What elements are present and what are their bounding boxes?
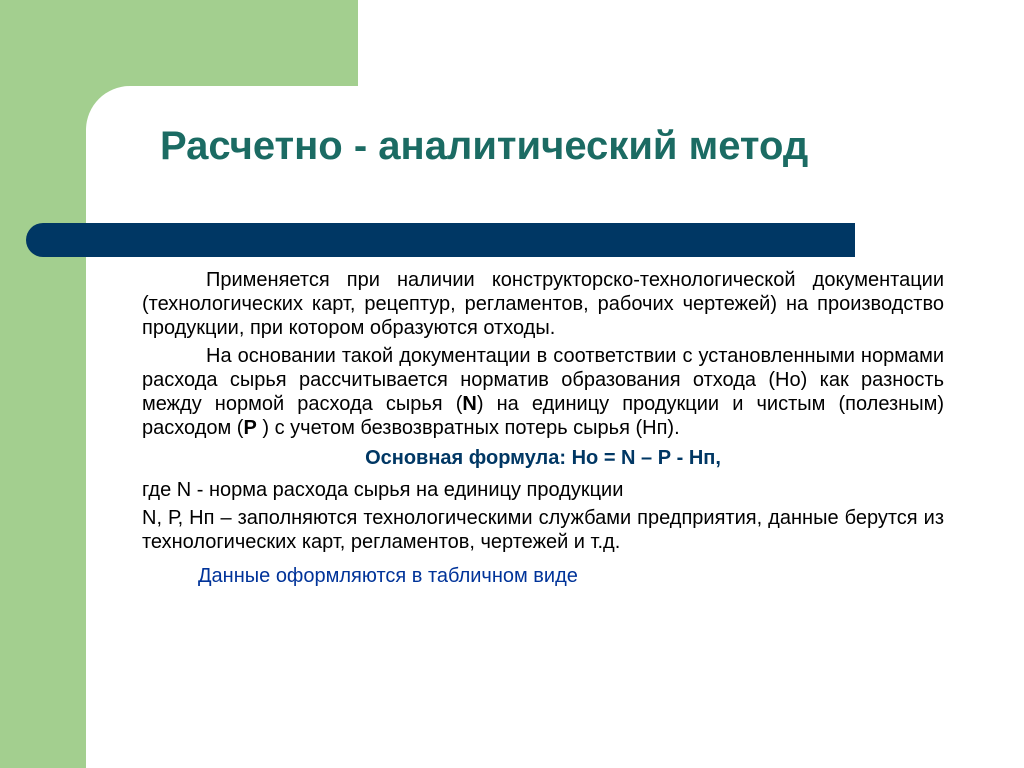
paragraph-sources: N, Р, Нп – заполняются технологическими службами предприятия, данные берутся из технологических карт, регламентов, чертежей и т.д. (142, 507, 944, 553)
paragraph-calculation-part1: На основании такой документации в соответствии с установленными нормами расхода сырья рассчитывается норматив образования отхода (Но) как разность между нормой расхода сырья ( (142, 345, 944, 415)
paragraph-application: Применяется при наличии конструкторско-технологической документации (технологических карт, рецептур, регламентов, рабочих чертежей) на производство продукции, при котором образуются отходы. (142, 269, 944, 339)
symbol-p: Р (243, 417, 257, 439)
formula-where: где N - норма расхода сырья на единицу продукции (142, 479, 624, 501)
paragraph-calculation-part2: ) на единицу продукции и чистым (полезным) расходом ( (142, 393, 945, 439)
main-formula: Основная формула: Но = N – Р - Нп, (365, 447, 721, 469)
paragraph-calculation (142, 344, 944, 440)
table-note: Данные оформляются в табличном виде (198, 565, 578, 587)
paragraph-calculation-part3: ) с учетом безвозвратных потерь сырья (Нп). (256, 417, 680, 439)
title-underline-bar (26, 223, 855, 257)
symbol-n: N (462, 393, 477, 415)
slide-body (142, 268, 944, 592)
slide-title: Расчетно - аналитический метод (160, 124, 809, 168)
